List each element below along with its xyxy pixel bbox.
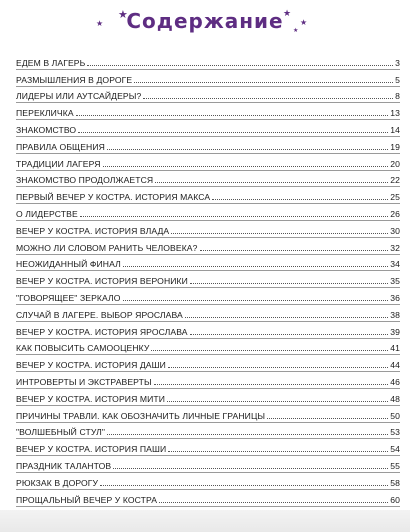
- toc-entry-title: ИНТРОВЕРТЫ И ЭКСТРАВЕРТЫ: [16, 376, 152, 387]
- dot-leader: [123, 300, 389, 301]
- toc-entry-page: 53: [390, 427, 400, 438]
- dot-leader: [190, 334, 389, 335]
- toc-entry[interactable]: [16, 137, 400, 154]
- toc-entry-page: 35: [390, 276, 400, 287]
- toc-entry-page: 3: [395, 57, 400, 68]
- toc-entry-page: 26: [390, 208, 400, 219]
- toc-entry-page: 30: [390, 225, 400, 236]
- dot-leader: [185, 317, 388, 318]
- toc-entry-title: ПРОЩАЛЬНЫЙ ВЕЧЕР У КОСТРА: [16, 494, 158, 505]
- toc-entry-title: ВЕЧЕР У КОСТРА. ИСТОРИЯ ЯРОСЛАВА: [16, 326, 188, 337]
- toc-entry-title: ВЕЧЕР У КОСТРА. ИСТОРИЯ ВЛАДА: [16, 225, 170, 236]
- dot-leader: [212, 199, 388, 200]
- toc-entry-title: ЗНАКОМСТВО: [16, 124, 77, 135]
- toc-entry-title: ТРАДИЦИИ ЛАГЕРЯ: [16, 158, 101, 169]
- toc-entry[interactable]: [16, 355, 400, 372]
- dot-leader: [103, 166, 389, 167]
- toc-entry-page: 39: [390, 326, 400, 337]
- dot-leader: [155, 182, 388, 183]
- toc-entry-title: ПРИЧИНЫ ТРАВЛИ. КАК ОБОЗНАЧИТЬ ЛИЧНЫЕ ГРАНИЦЫ: [16, 410, 266, 421]
- toc-entry[interactable]: [16, 288, 400, 305]
- toc-entry-title: ПЕРЕКЛИЧКА: [16, 108, 74, 119]
- toc-entry[interactable]: [16, 70, 400, 87]
- toc-entry-title: РЮКЗАК В ДОРОГУ: [16, 477, 99, 488]
- toc-entry-page: 46: [390, 376, 400, 387]
- toc-entry[interactable]: [16, 154, 400, 171]
- toc-entry[interactable]: [16, 389, 400, 406]
- toc-entry-page: 19: [390, 141, 400, 152]
- toc-entry-page: 8: [395, 91, 400, 102]
- page-title: Содержание: [126, 9, 284, 33]
- toc-entry[interactable]: [16, 120, 400, 137]
- toc-entry[interactable]: [16, 221, 400, 238]
- toc-entry-page: 14: [390, 124, 400, 135]
- toc-entry[interactable]: [16, 305, 400, 322]
- toc-entry-title: ПРАЗДНИК ТАЛАНТОВ: [16, 460, 112, 471]
- dot-leader: [171, 233, 388, 234]
- toc-entry-page: 32: [390, 242, 400, 253]
- dot-leader: [134, 82, 393, 83]
- toc-entry-title: ПЕРВЫЙ ВЕЧЕР У КОСТРА. ИСТОРИЯ МАКСА: [16, 192, 211, 203]
- toc-entry-page: 60: [390, 494, 400, 505]
- toc-entry[interactable]: [16, 238, 400, 255]
- dot-leader: [107, 434, 388, 435]
- toc-entry-page: 22: [390, 175, 400, 186]
- toc-entry[interactable]: [16, 339, 400, 356]
- dot-leader: [76, 115, 389, 116]
- toc-entry-page: 36: [390, 292, 400, 303]
- toc-entry-title: СЛУЧАЙ В ЛАГЕРЕ. ВЫБОР ЯРОСЛАВА: [16, 309, 183, 320]
- toc-entry[interactable]: [16, 87, 400, 104]
- dot-leader: [80, 216, 388, 217]
- toc-entry[interactable]: [16, 53, 400, 70]
- toc-entry-title: "ВОЛШЕБНЫЙ СТУЛ": [16, 427, 105, 438]
- toc-entry-title: ВЕЧЕР У КОСТРА. ИСТОРИЯ МИТИ: [16, 393, 166, 404]
- dot-leader: [167, 401, 388, 402]
- toc-entry-title: ЛИДЕРЫ ИЛИ АУТСАЙДЕРЫ?: [16, 91, 142, 102]
- toc-entry-page: 54: [390, 444, 400, 455]
- toc-entry-page: 50: [390, 410, 400, 421]
- dot-leader: [267, 418, 388, 419]
- dot-leader: [190, 283, 388, 284]
- dot-leader: [154, 384, 389, 385]
- star-icon: ★: [300, 18, 308, 27]
- dot-leader: [87, 65, 393, 66]
- dot-leader: [143, 98, 393, 99]
- star-icon: ★: [293, 28, 299, 34]
- toc-entry-title: НЕОЖИДАННЫЙ ФИНАЛ: [16, 259, 121, 270]
- dot-leader: [113, 468, 388, 469]
- toc-entry-title: ЗНАКОМСТВО ПРОДОЛЖАЕТСЯ: [16, 175, 154, 186]
- toc-entry-title: ВЕЧЕР У КОСТРА. ИСТОРИЯ ПАШИ: [16, 444, 167, 455]
- star-icon: ★: [118, 9, 128, 21]
- header: [0, 0, 410, 42]
- dot-leader: [168, 367, 388, 368]
- toc-entry-page: 41: [390, 343, 400, 354]
- toc-entry-page: 34: [390, 259, 400, 270]
- toc-entry-page: 13: [390, 108, 400, 119]
- toc-entry[interactable]: [16, 473, 400, 490]
- toc-entry[interactable]: [16, 187, 400, 204]
- toc-entry[interactable]: [16, 456, 400, 473]
- toc-entry-page: 48: [390, 393, 400, 404]
- toc-entry-title: "ГОВОРЯЩЕЕ" ЗЕРКАЛО: [16, 292, 121, 303]
- dot-leader: [107, 149, 388, 150]
- table-of-contents: [16, 53, 400, 523]
- page-bottom-band: [0, 510, 410, 532]
- toc-entry[interactable]: [16, 439, 400, 456]
- toc-entry[interactable]: [16, 423, 400, 440]
- dot-leader: [78, 132, 388, 133]
- dot-leader: [168, 451, 388, 452]
- toc-entry-title: ВЕЧЕР У КОСТРА. ИСТОРИЯ ВЕРОНИКИ: [16, 276, 188, 287]
- toc-entry-page: 5: [395, 74, 400, 85]
- dot-leader: [123, 266, 388, 267]
- star-icon: ★: [283, 8, 292, 18]
- toc-entry[interactable]: [16, 372, 400, 389]
- toc-entry-page: 58: [390, 477, 400, 488]
- toc-entry-page: 38: [390, 309, 400, 320]
- toc-entry-page: 20: [390, 158, 400, 169]
- star-icon: ★: [96, 19, 104, 28]
- toc-entry-title: ВЕЧЕР У КОСТРА. ИСТОРИЯ ДАШИ: [16, 360, 166, 371]
- toc-entry-page: 44: [390, 360, 400, 371]
- toc-entry[interactable]: [16, 490, 400, 507]
- dot-leader: [151, 350, 388, 351]
- toc-entry[interactable]: [16, 406, 400, 423]
- toc-entry-title: КАК ПОВЫСИТЬ САМООЦЕНКУ: [16, 343, 150, 354]
- dot-leader: [200, 250, 389, 251]
- toc-entry[interactable]: [16, 255, 400, 272]
- toc-entry-title: ЕДЕМ В ЛАГЕРЬ: [16, 57, 86, 68]
- dot-leader: [100, 485, 388, 486]
- toc-entry-title: МОЖНО ЛИ СЛОВОМ РАНИТЬ ЧЕЛОВЕКА?: [16, 242, 198, 253]
- toc-entry-page: 25: [390, 192, 400, 203]
- toc-entry[interactable]: [16, 171, 400, 188]
- toc-entry-page: 55: [390, 460, 400, 471]
- toc-entry-title: ПРАВИЛА ОБЩЕНИЯ: [16, 141, 105, 152]
- toc-entry[interactable]: [16, 322, 400, 339]
- toc-entry-title: РАЗМЫШЛЕНИЯ В ДОРОГЕ: [16, 74, 133, 85]
- toc-entry[interactable]: [16, 204, 400, 221]
- toc-entry[interactable]: [16, 103, 400, 120]
- toc-entry[interactable]: [16, 271, 400, 288]
- toc-entry-title: О ЛИДЕРСТВЕ: [16, 208, 78, 219]
- dot-leader: [159, 502, 388, 503]
